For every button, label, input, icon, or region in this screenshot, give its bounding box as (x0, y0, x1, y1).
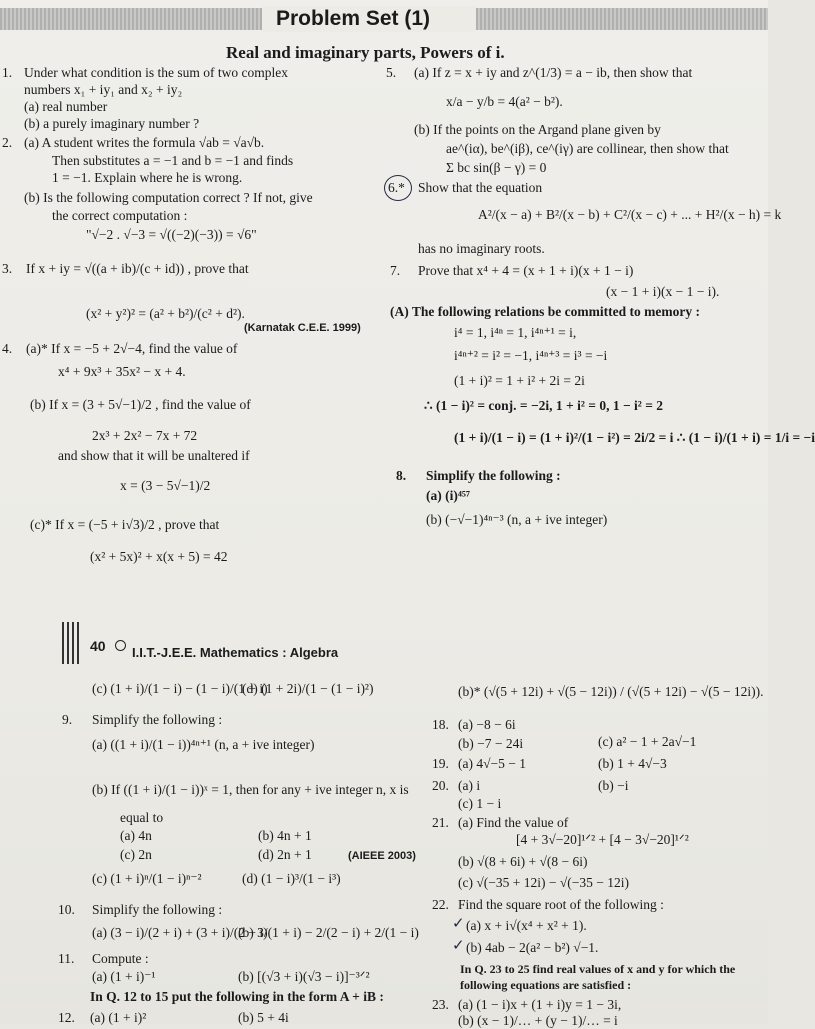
q19-number: 19. (432, 756, 449, 771)
relation-4: ∴ (1 − i)² = conj. = −2i, 1 + i² = 0, 1 − i² = 2 (424, 398, 664, 413)
q20-option-c: (c) 1 − i (458, 796, 502, 811)
q21-option-a-1: (a) Find the value of (458, 815, 569, 830)
q10-line-1: Simplify the following : (92, 902, 223, 917)
q8-option-d: (d) (1 + 2i)/(1 − (1 − i)²) (242, 681, 374, 696)
q3-line-1: If x + iy = √((a + ib)/(c + id)) , prove that (26, 261, 249, 276)
q3-line-2: (x² + y²)² = (a² + b²)/(c² + d²). (86, 306, 245, 321)
q6-line-3: has no imaginary roots. (418, 241, 545, 256)
q21-number: 21. (432, 815, 449, 830)
q4-b-2: 2x³ + 2x² − 7x + 72 (92, 428, 198, 443)
q4-b-3: and show that it will be unaltered if (58, 448, 250, 463)
q9-line-1: Simplify the following : (92, 712, 223, 727)
q4-b-1: (b) If x = (3 + 5√−1)/2 , find the value of (30, 397, 251, 412)
q8-line-1: Simplify the following : (426, 468, 561, 483)
q2-a-2: Then substitutes a = −1 and b = −1 and finds (52, 153, 294, 168)
q9-option-b-1: (b) If ((1 + i)/(1 − i))ˣ = 1, then for any + ive integer n, x is (92, 782, 409, 797)
q5-number: 5. (386, 65, 397, 80)
q7-line-1: Prove that x⁴ + 4 = (x + 1 + i)(x + 1 − i) (418, 263, 634, 278)
q8-number: 8. (396, 468, 407, 483)
q8-option-c: (c) (1 + i)/(1 − i) − (1 − i)/(1 + i) (92, 681, 268, 696)
q1-text: Under what condition is the sum of two complex (24, 65, 288, 80)
q9-number: 9. (62, 712, 73, 727)
q7-line-2: (x − 1 + i)(x − 1 − i). (606, 284, 720, 299)
q18-option-a: (a) −8 − 6i (458, 717, 516, 732)
q12-option-b: (b) 5 + 4i (238, 1010, 289, 1025)
q5-a-2: x/a − y/b = 4(a² − b²). (446, 94, 563, 109)
q9-choice-d: (d) 2n + 1 (258, 847, 312, 862)
q3-source: (Karnatak C.E.E. 1999) (244, 322, 361, 334)
relation-2: i⁴ⁿ⁺² = i² = −1, i⁴ⁿ⁺³ = i³ = −i (454, 348, 608, 363)
q4-a-1: (a)* If x = −5 + 2√−4, find the value of (26, 341, 238, 356)
q1-number: 1. (2, 65, 13, 80)
q5-b-2: ae^(iα), be^(iβ), ce^(iγ) are collinear, then show that (446, 141, 729, 156)
page-edge-bars (62, 622, 82, 664)
q12-option-a: (a) (1 + i)² (90, 1010, 147, 1025)
q20-option-a: (a) i (458, 778, 481, 793)
q2-b-3: "√−2 . √−3 = √((−2)(−3)) = √6" (86, 227, 257, 242)
page-title: Problem Set (1) (276, 7, 431, 30)
q2-b-2: the correct computation : (52, 208, 188, 223)
q18-option-c: (c) a² − 1 + 2a√−1 (598, 734, 697, 749)
q22-option-b: (b) 4ab − 2(a² − b²) √−1. (466, 940, 599, 955)
q2-a-3: 1 = −1. Explain where he is wrong. (52, 170, 243, 185)
page-number: 40 (90, 638, 106, 654)
q22-line-1: Find the square root of the following : (458, 897, 664, 912)
q9-choice-a: (a) 4n (120, 828, 152, 843)
q1-text-2: numbers x₁ + iy₁ and x₂ + iy₂ (24, 82, 183, 97)
q19-option-b: (b) 1 + 4√−3 (598, 756, 667, 771)
q5-a-1: (a) If z = x + iy and z^(1/3) = a − ib, then show that (414, 65, 693, 80)
q19-option-a: (a) 4√−5 − 1 (458, 756, 526, 771)
q6-line-1: Show that the equation (418, 180, 543, 195)
q4-c-1: (c)* If x = (−5 + i√3)/2 , prove that (30, 517, 220, 532)
q11-line-1: Compute : (92, 951, 149, 966)
q18-option-b: (b) −7 − 24i (458, 736, 524, 751)
q1-option-b: (b) a purely imaginary number ? (24, 116, 200, 131)
q11-option-b: (b) [(√3 + i)(√3 − i)]⁻³ᐟ² (238, 969, 370, 984)
q5-b-3: Σ bc sin(β − γ) = 0 (446, 160, 547, 175)
q11-number: 11. (58, 951, 75, 966)
q9-option-a: (a) ((1 + i)/(1 − i))⁴ⁿ⁺¹ (n, a + ive integer) (92, 737, 315, 752)
q3-number: 3. (2, 261, 13, 276)
q8-option-a: (a) (i)⁴⁵⁷ (426, 488, 471, 503)
q9-choice-c: (c) 2n (120, 847, 152, 862)
q2-a-1: (a) A student writes the formula √ab = √a√b. (24, 135, 265, 150)
section-subtitle: Real and imaginary parts, Powers of i. (226, 43, 505, 62)
q17-option-b: (b)* (√(5 + 12i) + √(5 − 12i)) / (√(5 + 12i) − √(5 − 12i)). (458, 684, 764, 699)
q4-a-2: x⁴ + 9x³ + 35x² − x + 4. (58, 364, 186, 379)
q1-option-a: (a) real number (24, 99, 108, 114)
q23-25-instruction-2: following equations are satisfied : (460, 978, 632, 992)
q4-number: 4. (2, 341, 13, 356)
q12-number: 12. (58, 1010, 75, 1025)
q9-source: (AIEEE 2003) (348, 850, 416, 862)
q10-number: 10. (58, 902, 75, 917)
q23-25-instruction: In Q. 23 to 25 find real values of x and y for which the (460, 962, 736, 976)
q5-b-1: (b) If the points on the Argand plane given by (414, 122, 661, 137)
q21-option-a-2: [4 + 3√−20]¹ᐟ² + [4 − 3√−20]¹ᐟ² (516, 832, 689, 847)
q2-number: 2. (2, 135, 13, 150)
q22-option-a: (a) x + i√(x⁴ + x² + 1). (466, 918, 587, 933)
q9-option-b-2: equal to (120, 810, 164, 825)
q23-number: 23. (432, 997, 449, 1012)
relations-heading: (A) The following relations be committed to memory : (390, 304, 700, 319)
q20-option-b: (b) −i (598, 778, 629, 793)
book-title: I.I.T.-J.E.E. Mathematics : Algebra (132, 645, 339, 660)
q4-b-4: x = (3 − 5√−1)/2 (120, 478, 211, 493)
q9-option-d: (d) (1 − i)³/(1 − i³) (242, 871, 341, 886)
q22-number: 22. (432, 897, 449, 912)
q23-option-b: (b) (x − 1)/… + (y − 1)/… = i (458, 1013, 618, 1028)
q6-equation: A²/(x − a) + B²/(x − b) + C²/(x − c) + ... + H²/(x − h) = k (478, 207, 782, 222)
q20-number: 20. (432, 778, 449, 793)
q2-b-1: (b) Is the following computation correct ? If not, give (24, 190, 313, 205)
q21-option-c: (c) √(−35 + 12i) − √(−35 − 12i) (458, 875, 629, 890)
q10-option-b: (b) 3/(1 + i) − 2/(2 − i) + 2/(1 − i) (238, 925, 419, 940)
q12-15-instruction: In Q. 12 to 15 put the following in the form A + iB : (90, 989, 384, 1004)
handwritten-tick-icon: ✓ (452, 916, 465, 932)
q8-option-b: (b) (−√−1)⁴ⁿ⁻³ (n, a + ive integer) (426, 512, 608, 527)
q23-option-a: (a) (1 − i)x + (1 + i)y = 1 − 3i, (458, 997, 622, 1012)
q10-option-a: (a) (3 − i)/(2 + i) + (3 + i)/(2 − i) (92, 925, 268, 940)
q11-option-a: (a) (1 + i)⁻¹ (92, 969, 156, 984)
q9-option-c: (c) (1 + i)ⁿ/(1 − i)ⁿ⁻² (92, 871, 202, 886)
circle-icon (115, 640, 126, 651)
relation-5: (1 + i)/(1 − i) = (1 + i)²/(1 − i²) = 2i/2 = i ∴ (1 − i)/(1 + i) = 1/i = −i (454, 430, 815, 445)
q4-c-2: (x² + 5x)² + x(x + 5) = 42 (90, 549, 228, 564)
q9-choice-b: (b) 4n + 1 (258, 828, 312, 843)
relation-1: i⁴ = 1, i⁴ⁿ = 1, i⁴ⁿ⁺¹ = i, (454, 325, 577, 340)
q21-option-b: (b) √(8 + 6i) + √(8 − 6i) (458, 854, 588, 869)
q6-number: 6.* (388, 180, 405, 195)
handwritten-tick-icon: ✓ (452, 938, 465, 954)
relation-3: (1 + i)² = 1 + i² + 2i = 2i (454, 373, 585, 388)
q18-number: 18. (432, 717, 449, 732)
q7-number: 7. (390, 263, 401, 278)
